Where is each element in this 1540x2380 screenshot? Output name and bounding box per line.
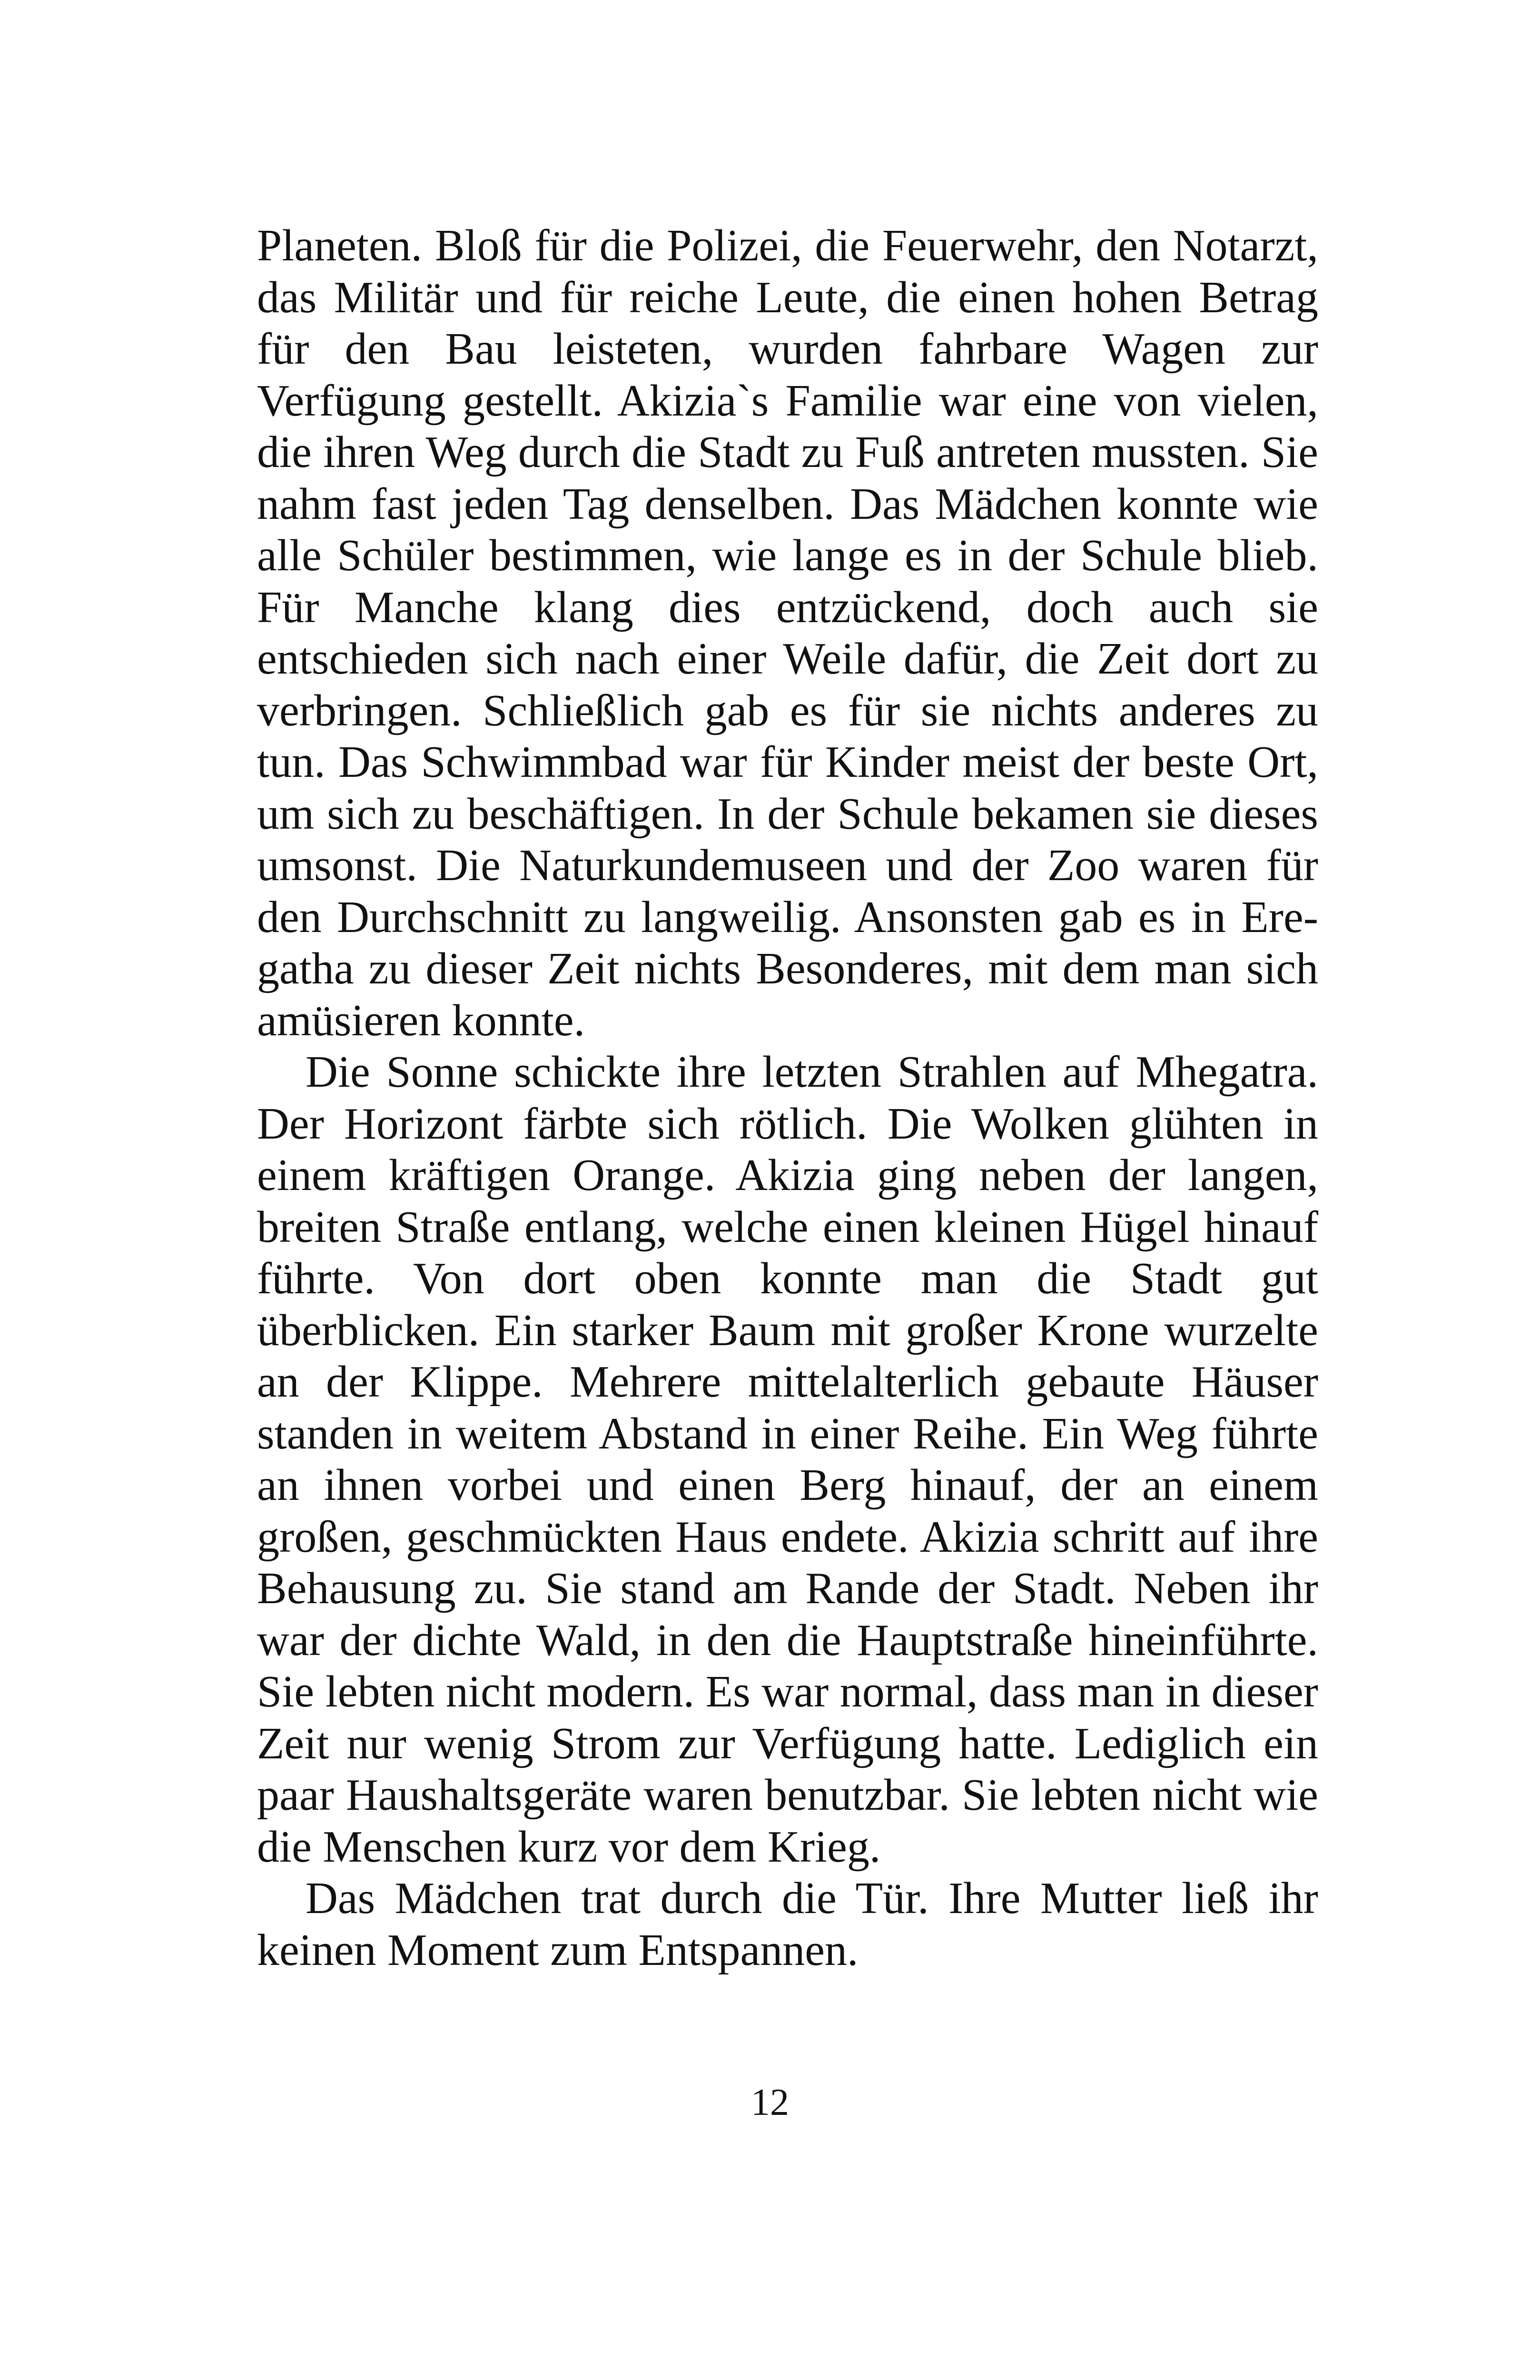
body-text <box>257 220 1318 1976</box>
paragraph-2: Die Sonne schickte ihre letzten Strahlen auf Mhegatra. Der Horizont färbte sich rötlich. Die Wolken glühten in einem kräftigen Orange. Akizia ging neben der langen, breiten Straße entlang, welche einen kleinen Hügel hinauf führte. Von dort oben konnte man die Stadt gut überblicken. Ein starker Baum mit großer Krone wurzelte an der Klippe. Mehrere mittelalterlich gebaute Häuser standen in weitem Abstand in einer Reihe. Ein Weg führte an ihnen vorbei und einen Berg hinauf, der an einem großen, geschmückten Haus endete. Akizia schritt auf ihre Behausung zu. Sie stand am Rande der Stadt. Neben ihr war der dichte Wald, in den die Hauptstraße hineinführte. Sie lebten nicht modern. Es war normal, dass man in dieser Zeit nur wenig Strom zur Verfügung hatte. Lediglich ein paar Haushaltsgeräte waren benutzbar. Sie lebten nicht wie die Menschen kurz vor dem Krieg. <box>257 1047 1318 1872</box>
paragraph-3: Das Mädchen trat durch die Tür. Ihre Mutter ließ ihr keinen Moment zum Entspannen. <box>257 1874 1318 1975</box>
paragraph-1: Planeten. Bloß für die Polizei, die Feuerwehr, den Notarzt, das Militär und für reiche Leute, die einen hohen Betrag für den Bau leisteten, wurden fahrbare Wagen zur Verfügung gestellt. Akizia`s Familie war eine von vielen, die ihren Weg durch die Stadt zu Fuß antreten mussten. Sie nahm fast jeden Tag denselben. Das Mädchen konnte wie alle Schüler bestimmen, wie lange es in der Schule blieb. Für Manche klang dies entzückend, doch auch sie entschieden sich nach einer Weile dafür, die Zeit dort zu verbringen. Schließlich gab es für sie nichts anderes zu tun. Das Schwimmbad war für Kinder meist der beste Ort, um sich zu beschäftigen. In der Schule bekamen sie dieses umsonst. Die Naturkundemuseen und der Zoo waren für den Durchschnitt zu langweilig. Ansonsten gab es in Eregatha zu dieser Zeit nichts Besonderes, mit dem man sich amüsieren konnte. <box>257 221 1318 1045</box>
page-number: 12 <box>751 2082 789 2123</box>
